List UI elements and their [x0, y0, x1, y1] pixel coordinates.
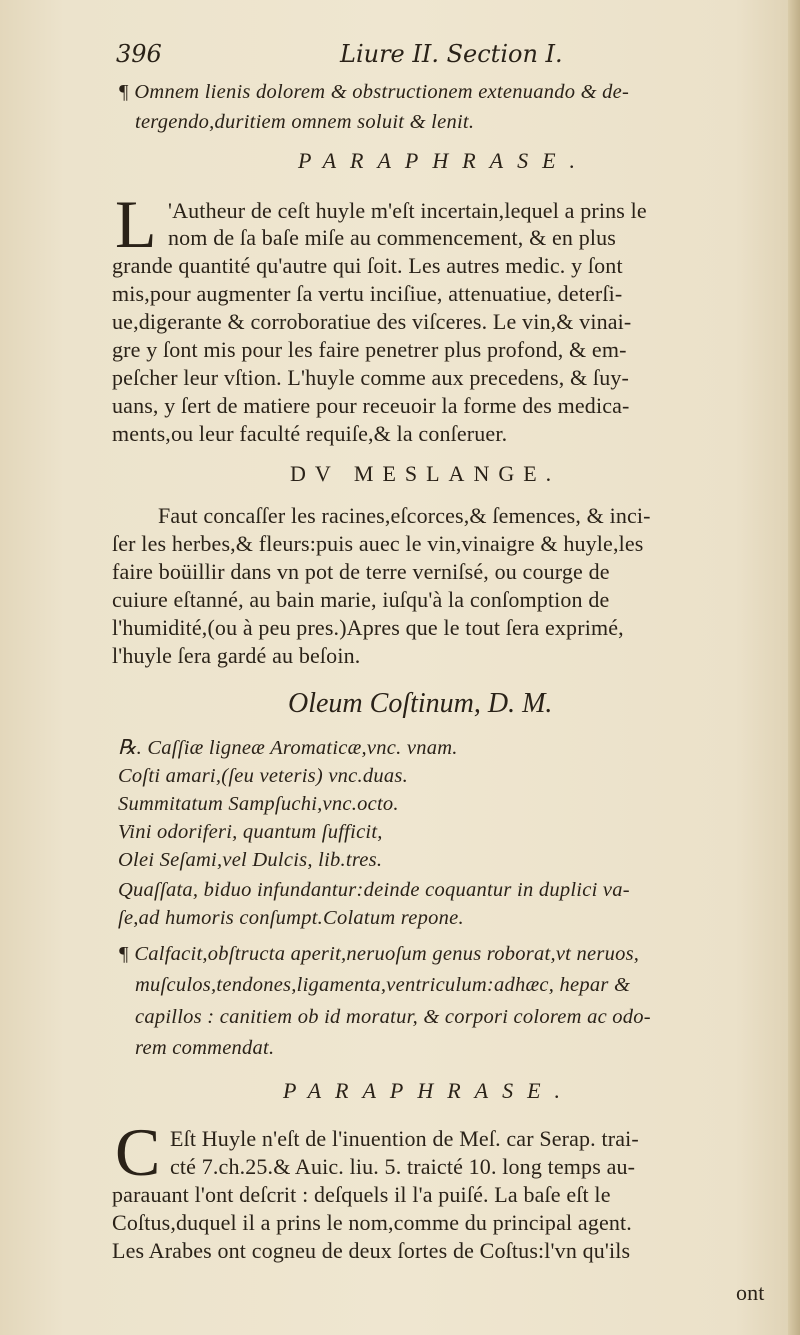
recipe-line: Quaſſata, biduo infundantur:deinde coquantur in duplici va-: [118, 879, 630, 901]
text-line: peſcher leur vſtion. L'huyle comme aux precedens, & ſuy-: [112, 365, 629, 390]
text-line: ſer les herbes,& fleurs:puis auec le vin,vinaigre & huyle,les: [112, 531, 644, 556]
recipe-line: Coſti amari,(ſeu veteris) vnc.duas.: [118, 765, 409, 787]
intro-line: ¶ Omnem lienis dolorem & obstructionem extenuando & de-: [118, 81, 630, 103]
text-line: Les Arabes ont cogneu de deux ſortes de Coſtus:l'vn qu'ils: [112, 1238, 631, 1263]
text-line: cuiure eſtanné, au bain marie, iuſqu'à la conſomption de: [112, 587, 610, 612]
section-heading: DV MESLANGE.: [290, 461, 561, 486]
text-line: ue,digerante & corroboratiue des viſceres. Le vin,& vinai-: [112, 309, 632, 334]
drop-cap: C: [115, 1114, 161, 1190]
text-line: uans, y ſert de matiere pour receuoir la forme des medica-: [112, 393, 630, 418]
page-edge: [788, 0, 800, 1335]
catchword: ont: [736, 1280, 765, 1305]
text-line: grande quantité qu'autre qui ſoit. Les autres medic. y ſont: [112, 253, 623, 278]
section-heading: PARAPHRASE.: [283, 1078, 575, 1103]
recipe-line: ſe,ad humoris conſumpt.Colatum repone.: [118, 907, 464, 929]
recipe-line: Olei Seſami,vel Dulcis, lib.tres.: [118, 849, 383, 871]
text-line: Coſtus,duquel il a prins le nom,comme du principal agent.: [112, 1210, 632, 1235]
text-line: ments,ou leur faculté requiſe,& la conſeruer.: [112, 421, 508, 446]
text-line: Eſt Huyle n'eſt de l'inuention de Meſ. car Serap. trai-: [170, 1126, 639, 1151]
recipe-line: Summitatum Sampſuchi,vnc.octo.: [118, 793, 399, 815]
page-number: 396: [116, 40, 162, 68]
text-line: gre y ſont mis pour les faire penetrer plus profond, & em-: [112, 337, 627, 362]
text-line: cté 7.ch.25.& Auic. liu. 5. traicté 10. long temps au-: [170, 1154, 636, 1179]
recipe-line: ¶ Calfacit,obſtructa aperit,neruoſum genus roborat,vt neruos,: [118, 943, 640, 965]
recipe-line: capillos : canitiem ob id moratur, & corpori colorem ac odo-: [135, 1006, 651, 1028]
text-line: parauant l'ont deſcrit : deſquels il l'a puiſé. La baſe eſt le: [112, 1182, 611, 1207]
text-line: nom de ſa baſe miſe au commencement, & en plus: [168, 225, 616, 250]
text-line: 'Autheur de ceſt huyle m'eſt incertain,lequel a prins le: [168, 198, 647, 223]
text-line: Faut concaſſer les racines,eſcorces,& ſemences, & inci-: [158, 503, 651, 528]
recipe-line: muſculos,tendones,ligamenta,ventriculum:adhæc, hepar &: [135, 974, 631, 996]
recipe-line: Vini odoriferi, quantum ſufficit,: [118, 821, 383, 843]
text-line: faire boüillir dans vn pot de terre verniſsé, ou courge de: [112, 559, 610, 584]
text-line: l'huyle ſera gardé au beſoin.: [112, 643, 361, 668]
text-line: mis,pour augmenter ſa vertu inciſiue, attenuatiue, deterſi-: [112, 281, 623, 306]
recipe-line: rem commendat.: [135, 1037, 275, 1059]
running-title: Liure II. Section I.: [340, 40, 563, 68]
intro-line: tergendo,duritiem omnem soluit & lenit.: [135, 111, 475, 133]
recipe-line: ℞. Caſſiæ ligneæ Aromaticæ,vnc. vnam.: [118, 737, 458, 759]
section-heading: PARAPHRASE.: [298, 148, 590, 173]
text-line: l'humidité,(ou à peu pres.)Apres que le tout ſera exprimé,: [112, 615, 624, 640]
drop-cap: L: [115, 186, 157, 262]
recipe-title: Oleum Coſtinum, D. M.: [288, 688, 553, 719]
